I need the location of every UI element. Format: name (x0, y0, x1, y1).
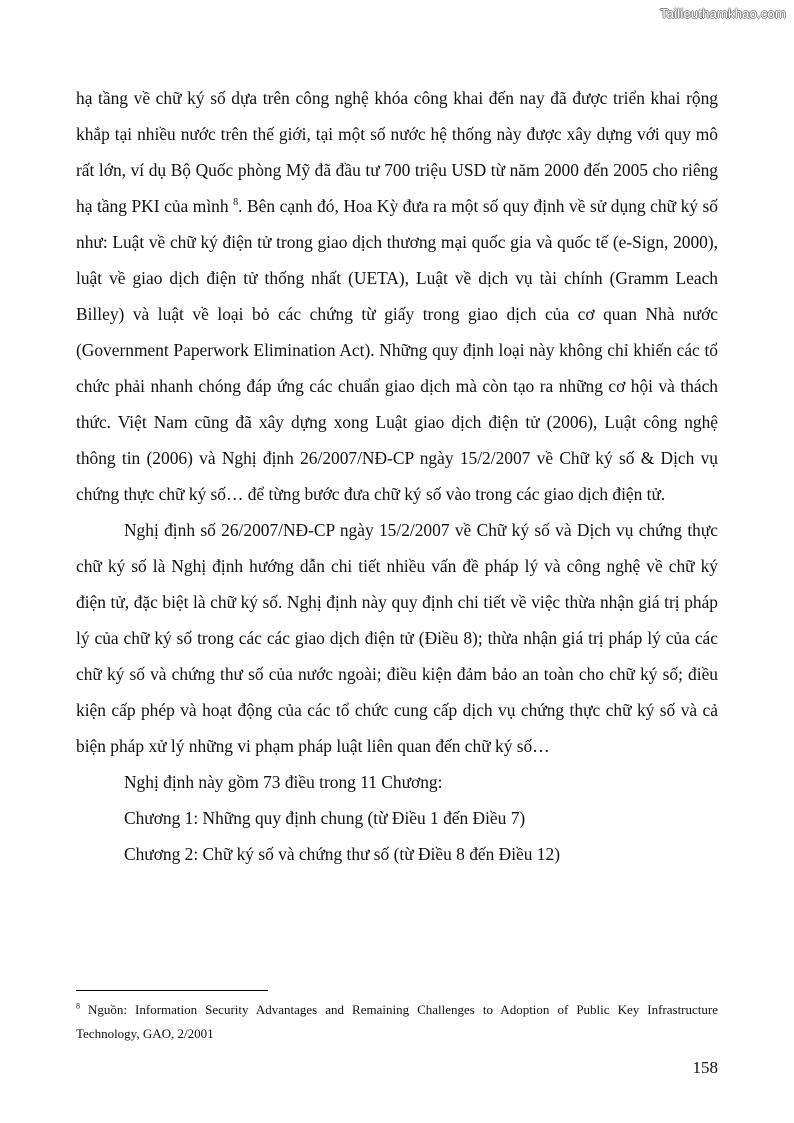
paragraph-3: Nghị định này gồm 73 điều trong 11 Chương: (124, 772, 443, 792)
footnote-text: Nguồn: Information Security Advantages and Remaining Challenges to Adoption of Public Key Infrastructure Technology, GAO, 2/2001 (76, 1002, 718, 1041)
paragraph-1 (76, 80, 718, 512)
footnote-reference[interactable]: 8 (233, 197, 239, 209)
page-number: 158 (692, 1058, 718, 1077)
footnote-divider (76, 990, 268, 991)
paragraph-2: Nghị định số 26/2007/NĐ-CP ngày 15/2/2007 về Chữ ký số và Dịch vụ chứng thực chữ ký số là Nghị định hướng dẫn chi tiết nhiều vấn đề pháp lý và công nghệ về chữ ký điện tử, đặc biệt là chữ ký số. Nghị định này quy định chi tiết về việc thừa nhận giá trị pháp lý của chữ ký số trong các các giao dịch điện tử (Điều 8); thừa nhận giá trị pháp lý của các chữ ký số và chứng thư số của nước ngoài; điều kiện đảm bảo an toàn cho chữ ký số; điều kiện cấp phép và hoạt động của các tổ chức cung cấp dịch vụ chứng thực chữ ký số và cả biện pháp xử lý những vi phạm pháp luật liên quan đến chữ ký số… (76, 520, 718, 756)
chapter-1-line: Chương 1: Những quy định chung (từ Điều 1 đến Điều 7) (124, 808, 526, 828)
paragraph-1-text-b: . Bên cạnh đó, Hoa Kỳ đưa ra một số quy định về sử dụng chữ ký số như: Luật về chữ ký điện tử trong giao dịch thương mại quốc gia và quốc tế (e-Sign, 2000), luật về giao dịch điện tử thống nhất (UETA), Luật về dịch vụ tài chính (Gramm Leach Billey) và luật về loại bỏ các chứng từ giấy trong giao dịch của cơ quan Nhà nước (Government Paperwork Elimination Act). Những quy định loại này không chỉ khiến các tổ chức phải nhanh chóng đáp ứng các chuẩn giao dịch mà còn tạo ra những cơ hội và thách thức. Việt Nam cũng đã xây dựng xong Luật giao dịch điện tử (2006), Luật công nghệ thông tin (2006) và Nghị định 26/2007/NĐ-CP ngày 15/2/2007 về Chữ ký số & Dịch vụ chứng thực chữ ký số… để từng bước đưa chữ ký số vào trong các giao dịch điện tử. (76, 196, 718, 504)
watermark: Tailieuthamkhao.com (660, 6, 786, 21)
footnote (76, 998, 718, 1046)
body-text (76, 80, 718, 872)
paragraph-1-text-a: hạ tầng về chữ ký số dựa trên công nghệ khóa công khai đến nay đã được triển khai rộng khắp tại nhiều nước trên thế giới, tại một số nước hệ thống này được xây dựng với quy mô rất lớn, ví dụ Bộ Quốc phòng Mỹ đã đầu tư 700 triệu USD từ năm 2000 đến 2005 cho riêng hạ tầng PKI của mình (76, 88, 718, 216)
footnote-marker: 8 (76, 1001, 80, 1011)
chapter-2-line: Chương 2: Chữ ký số và chứng thư số (từ Điều 8 đến Điều 12) (124, 844, 560, 864)
